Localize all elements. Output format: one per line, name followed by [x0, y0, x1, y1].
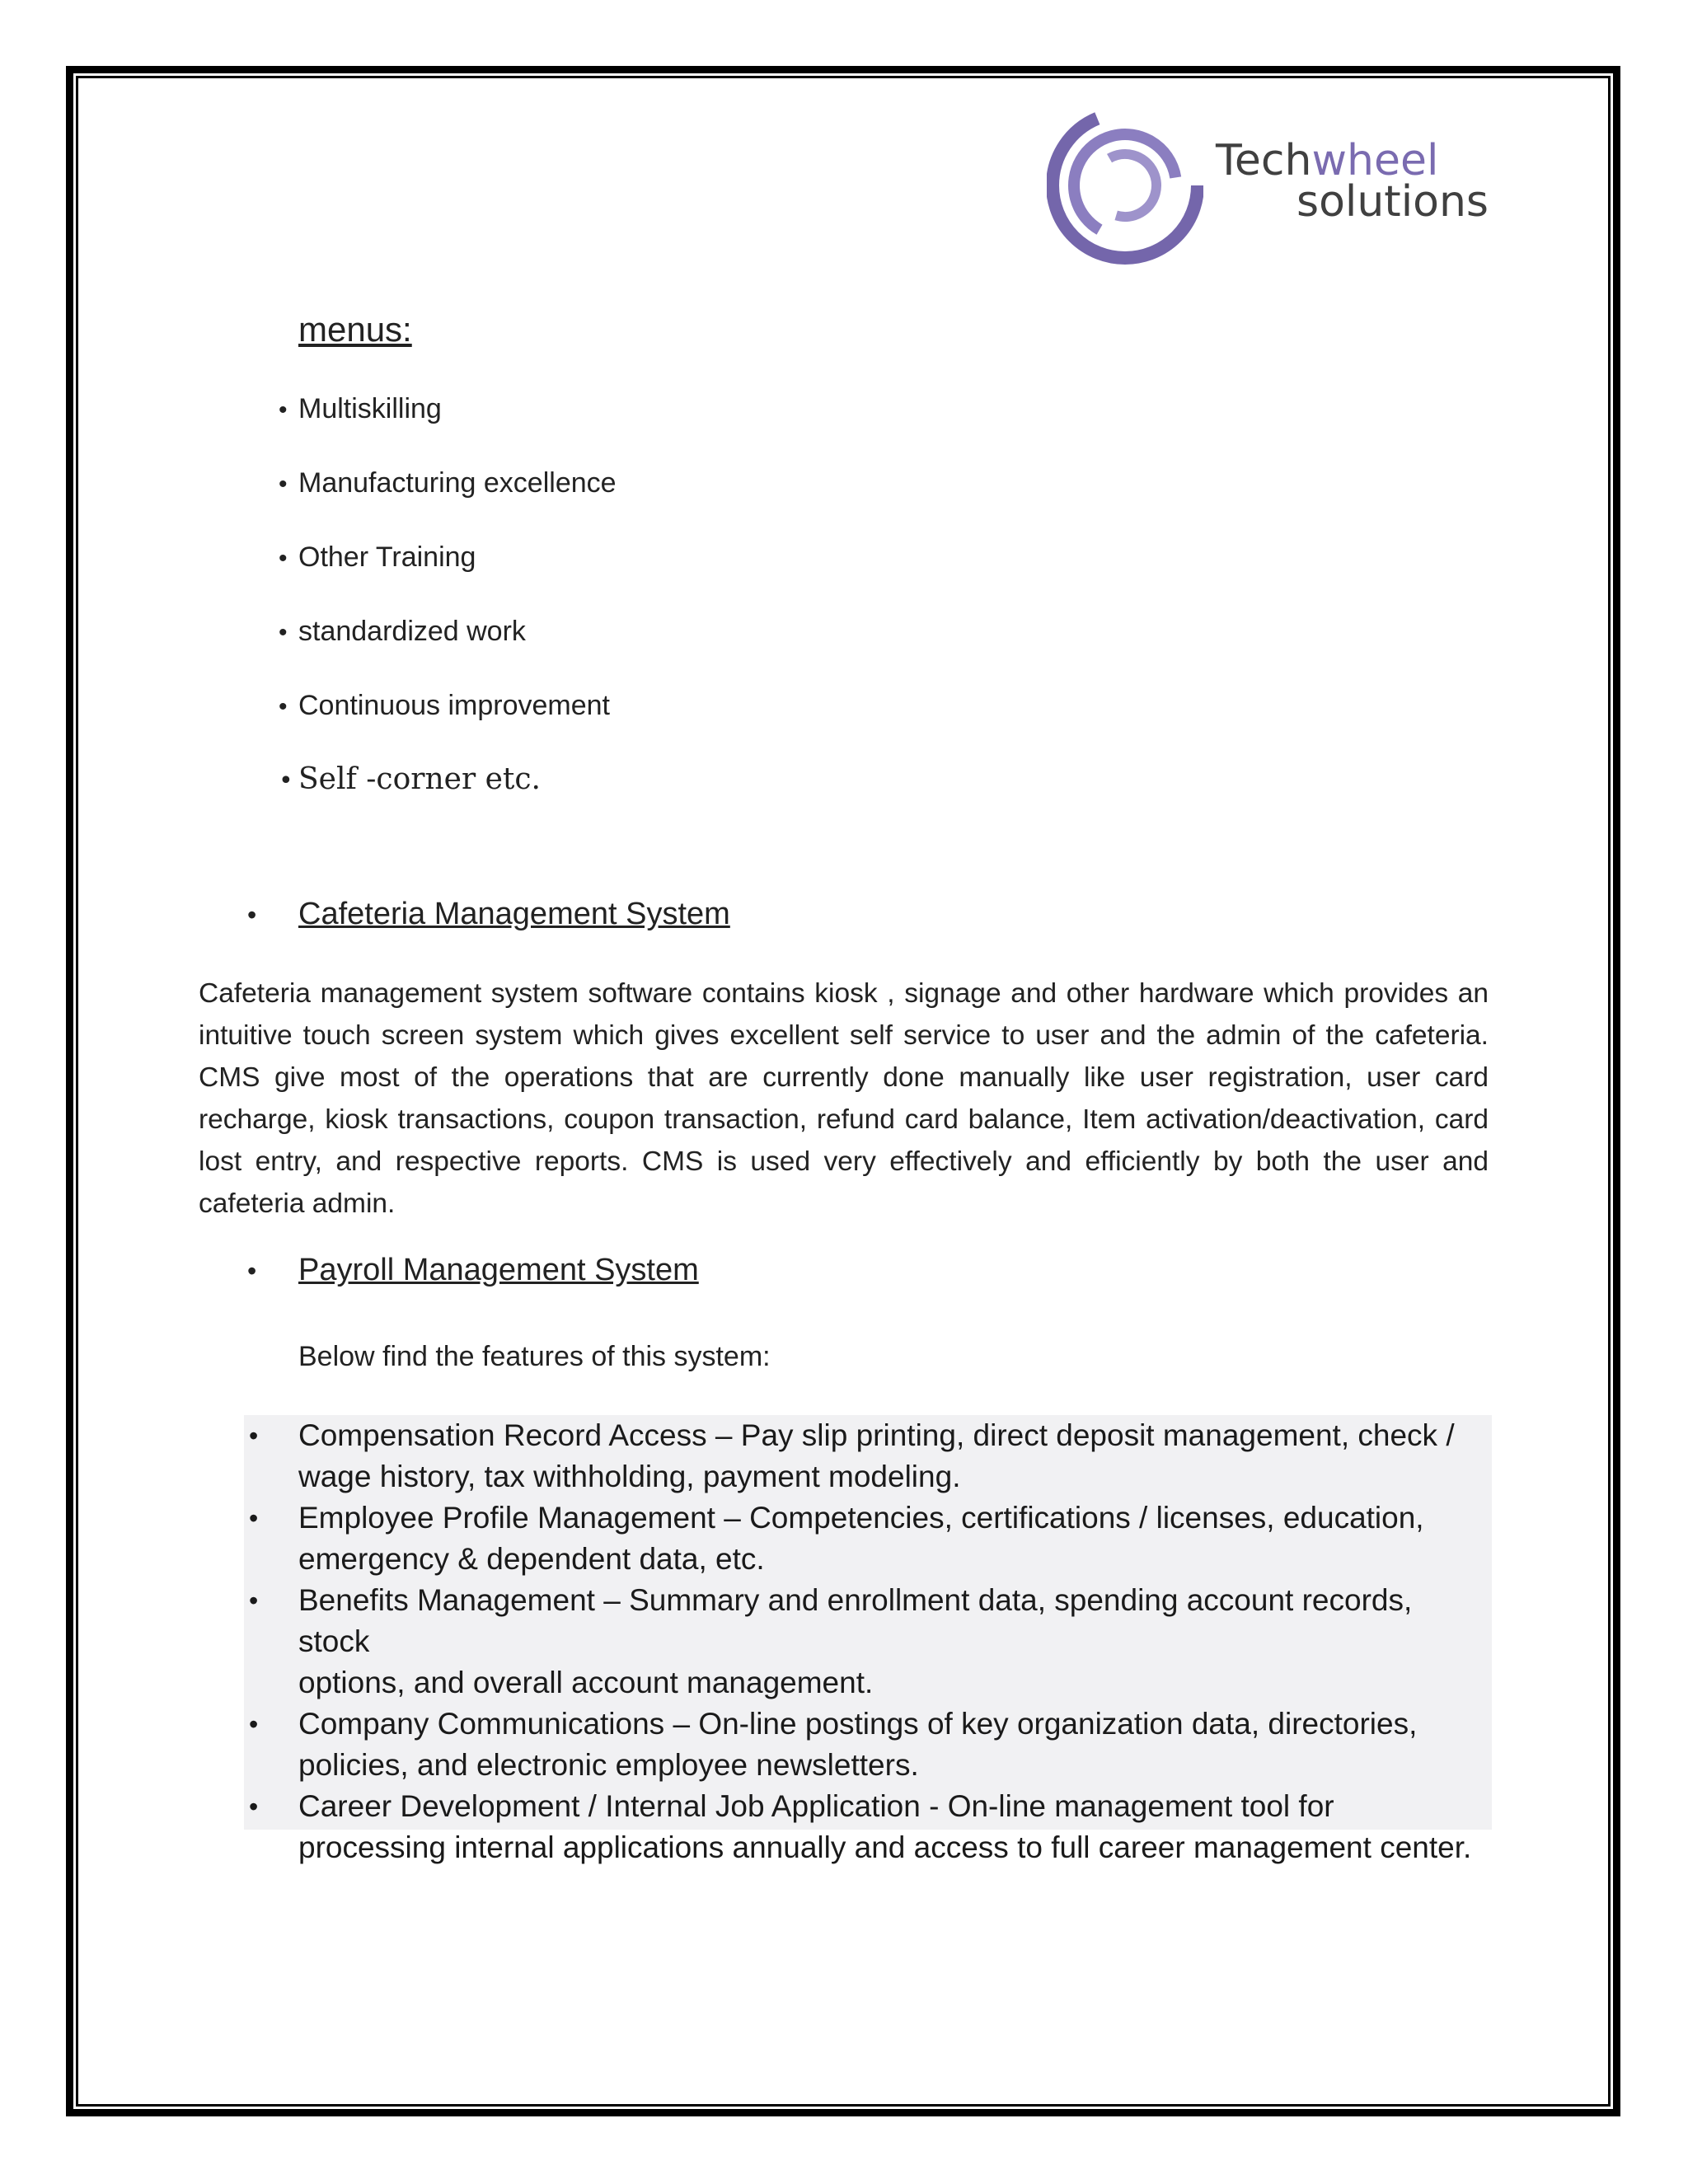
bullet-icon: • — [249, 1503, 259, 1533]
cafeteria-description: Cafeteria management system software contains kiosk , signage and other hardware which provides an intuitive touch screen system which gives excellent self service to user and the admin of the cafeteria. CMS give most of the operations that are currently done manually like user registration, user card recharge, kiosk transactions, coupon transaction, refund card balance, Item activation/deactivation, card lost entry, and respective reports. CMS is used very effectively and efficiently by both the user and cafeteria admin. — [199, 978, 1489, 1219]
list-item: • Continuous improvement — [279, 686, 617, 760]
list-item: • Employee Profile Management – Competencies, certifications / licenses, education, emergency & dependent data, etc. — [244, 1497, 1492, 1580]
cafeteria-section-title: • Cafeteria Management System — [247, 897, 730, 931]
bullet-icon: • — [249, 1586, 259, 1615]
bullet-icon: • — [249, 1709, 259, 1739]
list-item: • Manufacturing excellence — [279, 463, 617, 537]
logo-text-wheel: wheel — [1311, 136, 1439, 185]
list-item: • Benefits Management – Summary and enrollment data, spending account records, stock options, and overall account management. — [244, 1580, 1492, 1704]
logo-text-solutions: solutions — [1296, 177, 1489, 227]
bullet-icon: • — [279, 471, 288, 498]
list-item: • Self -corner etc. — [279, 760, 617, 834]
list-item: • standardized work — [279, 612, 617, 686]
company-logo — [1047, 103, 1492, 268]
logo-wordmark — [1216, 136, 1489, 227]
list-item: • Career Development / Internal Job Application - On-line management tool for processing internal applications annually and access to full career management center. — [244, 1786, 1492, 1868]
list-item: • Other Training — [279, 537, 617, 612]
swirl-logo-icon — [1047, 103, 1203, 268]
payroll-section-title: • Payroll Management System — [247, 1253, 699, 1287]
bullet-icon: • — [279, 693, 288, 720]
payroll-features-list — [244, 1415, 1492, 1864]
bullet-icon: • — [249, 1792, 259, 1821]
bullet-icon: • — [279, 766, 293, 795]
bullet-icon: • — [249, 1421, 259, 1451]
bullet-icon: • — [279, 545, 288, 572]
bullet-icon: • — [247, 1256, 257, 1286]
payroll-intro: Below find the features of this system: — [298, 1341, 771, 1372]
list-item: • Multiskilling — [279, 389, 617, 463]
list-item: • Compensation Record Access – Pay slip printing, direct deposit management, check / wage history, tax withholding, payment modeling. — [244, 1415, 1492, 1497]
menus-heading: menus: — [298, 310, 412, 349]
list-item: • Company Communications – On-line postings of key organization data, directories, policies, and electronic employee newsletters. — [244, 1704, 1492, 1786]
bullet-icon: • — [279, 396, 288, 424]
logo-text-tech: Tech — [1216, 136, 1312, 185]
bullet-icon: • — [247, 900, 257, 930]
menus-list — [279, 389, 617, 834]
bullet-icon: • — [279, 619, 288, 646]
